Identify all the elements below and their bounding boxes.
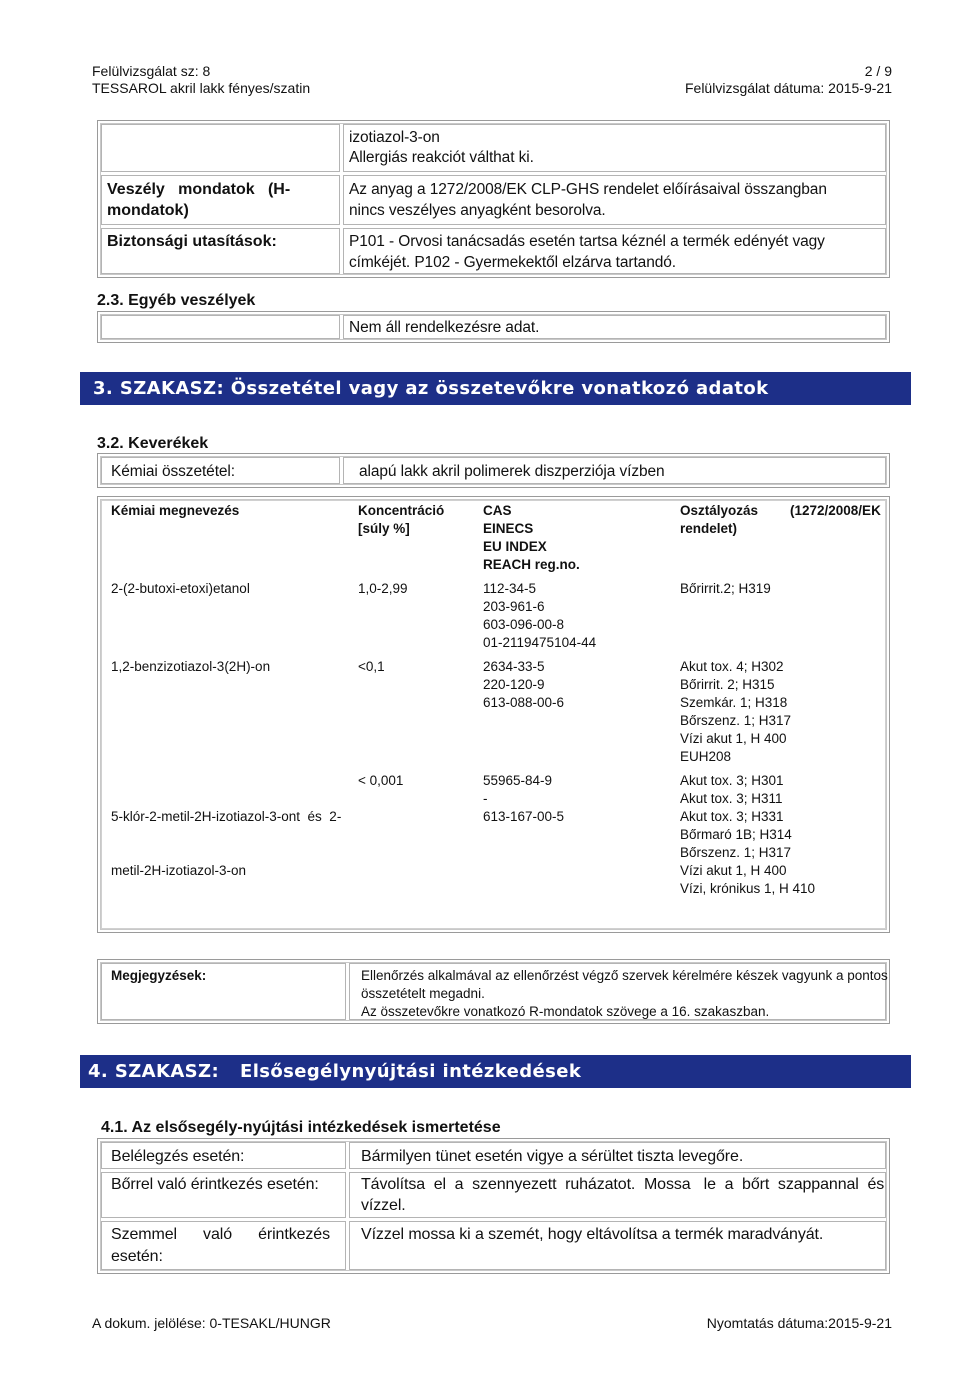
precautionary-label: Biztonsági utasítások:	[107, 233, 277, 250]
col-header-class: Osztályozás	[680, 503, 759, 518]
table-row-class: Akut tox. 3; H301 Akut tox. 3; H311 Akut tox. 3; H331 Bőrmaró 1B; H314 Bőrszenz. 1; H317 Vízi akut 1, H 400 Vízi, krónikus 1, H 410	[680, 773, 816, 896]
table-row-name: 1,2-benzizotiazol-3(2H)-on	[111, 659, 271, 674]
eye-contact-text: Vízzel mossa ki a szemét, hogy eltávolítsa a termék maradványát.	[361, 1226, 824, 1243]
footer-doc-code: A dokum. jelölése: 0-TESAKL/HUNGR	[92, 1315, 331, 1331]
footer-print-date: Nyomtatás dátuma:2015-9-21	[706, 1315, 892, 1331]
other-hazards-title: 2.3. Egyéb veszélyek	[97, 292, 256, 309]
first-aid-title: 4.1. Az elsősegély-nyújtási intézkedések ismertetése	[101, 1119, 501, 1136]
other-hazards-text: Nem áll rendelkezésre adat.	[349, 319, 540, 336]
chem-composition-value: alapú lakk akril polimerek diszperziója vízben	[359, 463, 665, 480]
table-row-ids: 55965-84-9 - 613-167-00-5	[483, 773, 565, 824]
section3-banner	[80, 372, 911, 405]
precautionary-text-2: címkéjét. P102 - Gyermekektől elzárva tartandó.	[349, 254, 676, 271]
remarks-text-1: Ellenőrzés alkalmával az ellenőrzést végző szervek kérelmére készek vagyunk a pontos	[361, 968, 888, 983]
hazard-statements-text: Az anyag a 1272/2008/EK CLP-GHS rendelet előírásaival összangban	[349, 181, 827, 198]
table-row-ids: 112-34-5 203-961-6 603-096-00-8 01-2119475104-44	[483, 581, 597, 650]
section4-number: 4. SZAKASZ:	[88, 1061, 220, 1082]
col-header-name: Kémiai megnevezés	[111, 503, 240, 518]
skin-contact-label: Bőrrel való érintkezés esetén:	[111, 1176, 319, 1193]
table-row-name: 2-(2-butoxi-etoxi)etanol	[111, 581, 250, 596]
header-revision-date: Felülvizsgálat dátuma: 2015-9-21	[684, 80, 892, 96]
table-row-name: 5-klór-2-metil-2H-izotiazol-3-ont és 2- metil-2H-izotiazol-3-on	[111, 809, 342, 878]
col-header-class-2: rendelet)	[680, 521, 738, 536]
allergy-substance: izotiazol-3-on	[349, 129, 440, 146]
precautionary-text: P101 - Orvosi tanácsadás esetén tartsa kéznél a termék edényét vagy	[349, 233, 825, 250]
table-row-class: Akut tox. 4; H302 Bőrirrit. 2; H315 Szemkár. 1; H318 Bőrszenz. 1; H317 Vízi akut 1, H 400 EUH208	[680, 659, 792, 764]
section4-title: Elsősegélynyújtási intézkedések	[240, 1061, 582, 1082]
table-row-class: Bőrirrit.2; H319	[680, 581, 771, 596]
other-hazards-cell	[101, 315, 340, 339]
eye-contact-label: Szemmel való érintkezés	[111, 1226, 330, 1243]
table-row-ids: 2634-33-5 220-120-9 613-088-00-6	[483, 659, 565, 710]
header-product: TESSAROL akril lakk fényes/szatin	[92, 80, 311, 96]
hazard-table-cell	[101, 124, 340, 172]
hazard-statements-label-2: mondatok)	[107, 202, 189, 219]
section4-banner	[80, 1055, 911, 1088]
table-row-conc: 1,0-2,99	[358, 581, 408, 596]
remarks-text-2: összetételt megadni.	[361, 986, 485, 1001]
inhalation-text: Bármilyen tünet esetén vigye a sérültet tiszta levegőre.	[361, 1148, 744, 1165]
col-header-conc: Koncentráció	[358, 503, 445, 518]
hazard-statements-label: Veszély mondatok (H-	[107, 181, 291, 198]
remarks-label: Megjegyzések:	[111, 968, 207, 983]
col-header-conc-unit: [súly %]	[358, 521, 410, 536]
chem-composition-label: Kémiai összetétel:	[111, 463, 235, 480]
section3-title: 3. SZAKASZ: Összetétel vagy az összetevőkre vonatkozó adatok	[93, 378, 769, 399]
col-header-ids: CAS EINECS EU INDEX REACH reg.no.	[483, 503, 580, 572]
allergy-text: Allergiás reakciót válthat ki.	[349, 149, 534, 166]
hazard-statements-text-2: nincs veszélyes anyagként besorolva.	[349, 202, 606, 219]
mixtures-title: 3.2. Keverékek	[97, 435, 209, 452]
header-revision: Felülvizsgálat sz: 8	[92, 63, 211, 79]
skin-contact-text-2: vízzel.	[361, 1197, 406, 1214]
skin-contact-text: Távolítsa el a szennyezett ruházatot. Mossa le a bőrt szappannal és	[361, 1176, 885, 1193]
table-row-conc: <0,1	[358, 659, 385, 674]
table-row-conc: < 0,001	[358, 773, 404, 788]
remarks-text-3: Az összetevőkre vonatkozó R-mondatok szövege a 16. szakaszban.	[361, 1004, 770, 1019]
header-page: 2 / 9	[864, 63, 892, 79]
eye-contact-label-2: esetén:	[111, 1248, 163, 1265]
col-header-class-reg: (1272/2008/EK	[790, 503, 881, 518]
inhalation-label: Belélegzés esetén:	[111, 1148, 245, 1165]
